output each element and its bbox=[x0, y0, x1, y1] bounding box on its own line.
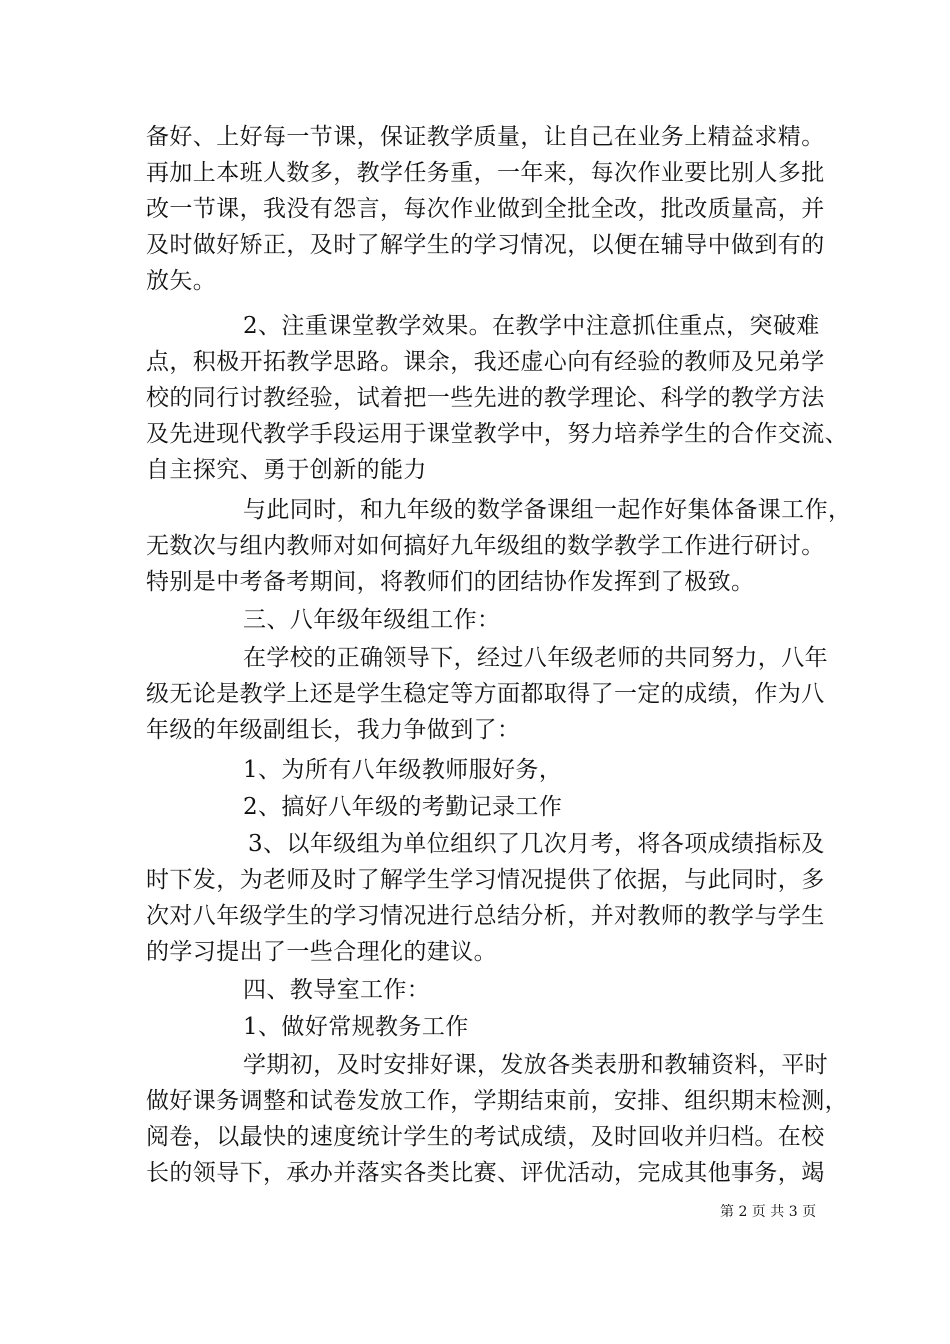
text-line: 改一节课，我没有怨言，每次作业做到全批全改，批改质量高，并 bbox=[146, 196, 825, 222]
text-line: 与此同时，和九年级的数学备课组一起作好集体备课工作， bbox=[243, 497, 852, 523]
text-line: 年级的年级副组长，我力争做到了： bbox=[146, 717, 521, 743]
list-item: 3、以年级组为单位组织了几次月考，将各项成绩指标及 bbox=[248, 831, 825, 857]
text-line: 2、注重课堂教学效果。在教学中注意抓住重点，突破难 bbox=[243, 313, 820, 339]
text-line: 时下发，为老师及时了解学生学习情况提供了依据，与此同时，多 bbox=[146, 867, 825, 893]
page-number: 第 2 页 共 3 页 bbox=[720, 1204, 817, 1220]
list-item: 1、做好常规教务工作 bbox=[243, 1014, 469, 1040]
text-line: 学期初，及时安排好课，发放各类表册和教辅资料，平时 bbox=[243, 1052, 828, 1078]
text-line: 放矢。 bbox=[146, 268, 217, 294]
text-line: 特别是中考备考期间，将教师们的团结协作发挥到了极致。 bbox=[146, 569, 755, 595]
text-line: 在学校的正确领导下，经过八年级老师的共同努力，八年 bbox=[243, 645, 828, 671]
text-line: 自主探究、勇于创新的能力 bbox=[146, 457, 427, 483]
text-line: 阅卷，以最快的速度统计学生的考试成绩，及时回收并归档。在校 bbox=[146, 1124, 825, 1150]
text-line: 备好、上好每一节课，保证教学质量，让自己在业务上精益求精。 bbox=[146, 124, 825, 150]
text-line: 长的领导下，承办并落实各类比赛、评优活动，完成其他事务，竭 bbox=[146, 1160, 825, 1186]
section-heading: 四、教导室工作： bbox=[243, 977, 431, 1003]
text-line: 校的同行讨教经验，试着把一些先进的教学理论、科学的教学方法 bbox=[146, 385, 825, 411]
text-line: 及先进现代教学手段运用于课堂教学中，努力培养学生的合作交流、 bbox=[146, 421, 848, 447]
text-line: 及时做好矫正，及时了解学生的学习情况，以便在辅导中做到有的 bbox=[146, 232, 825, 258]
text-line: 做好课务调整和试卷发放工作，学期结束前，安排、组织期末检测， bbox=[146, 1088, 848, 1114]
list-item: 2、搞好八年级的考勤记录工作 bbox=[243, 794, 563, 820]
text-line: 再加上本班人数多，教学任务重，一年来，每次作业要比别人多批 bbox=[146, 160, 825, 186]
text-line: 级无论是教学上还是学生稳定等方面都取得了一定的成绩，作为八 bbox=[146, 681, 825, 707]
text-line: 的学习提出了一些合理化的建议。 bbox=[146, 939, 497, 965]
text-line: 点，积极开拓教学思路。课余，我还虚心向有经验的教师及兄弟学 bbox=[146, 349, 825, 375]
text-line: 次对八年级学生的学习情况进行总结分析，并对教师的教学与学生 bbox=[146, 903, 825, 929]
section-heading: 三、八年级年级组工作： bbox=[243, 607, 501, 633]
text-line: 无数次与组内教师对如何搞好九年级组的数学教学工作进行研讨。 bbox=[146, 533, 825, 559]
list-item: 1、为所有八年级教师服好务， bbox=[243, 757, 563, 783]
